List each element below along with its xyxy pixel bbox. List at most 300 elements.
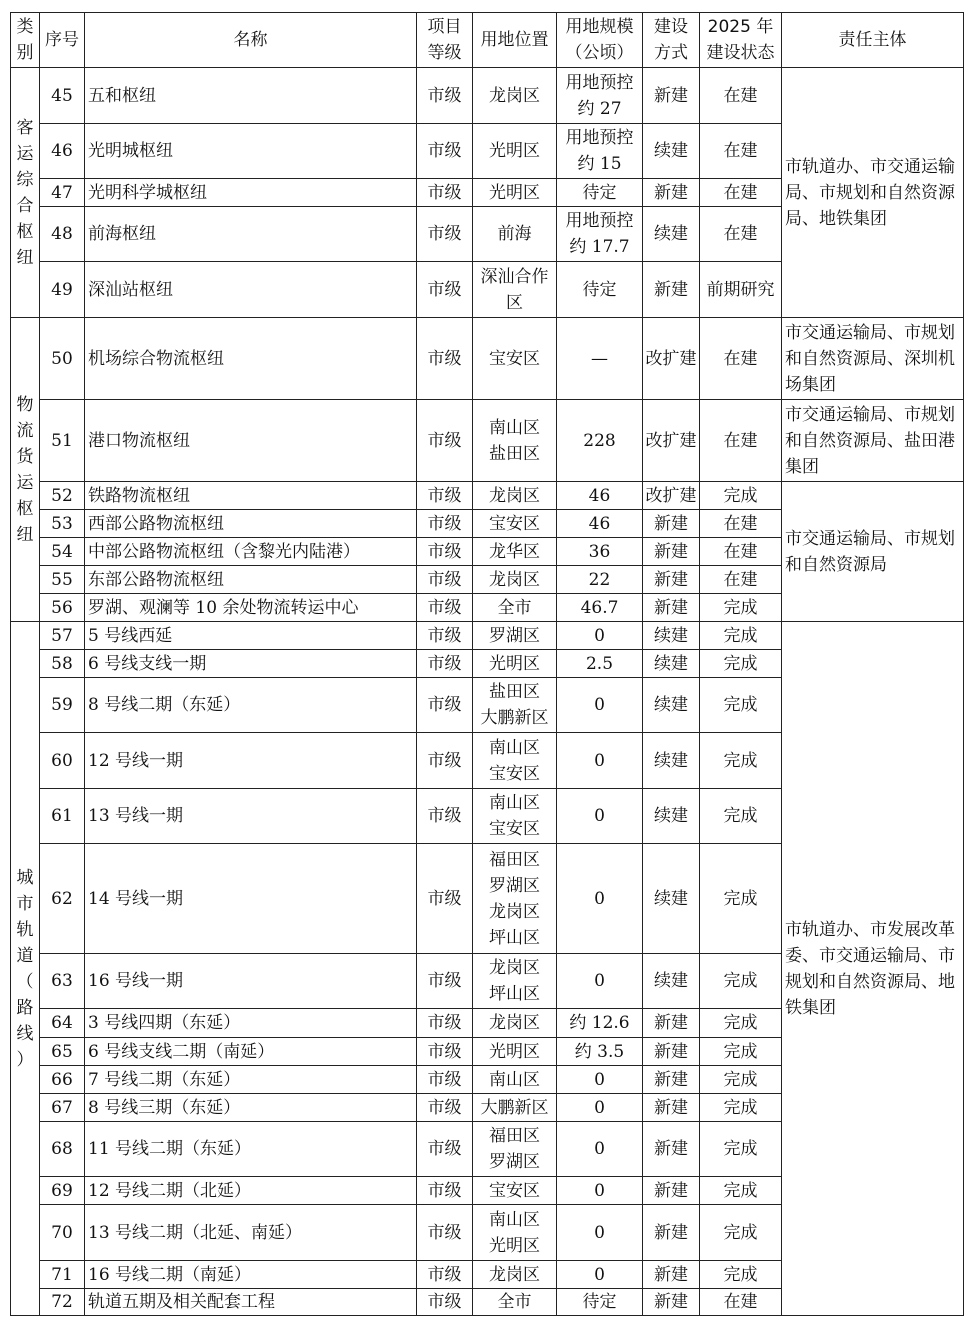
cell-line: 福田区 [489,849,540,870]
name-cell: 8 号线二期（东延） [85,678,417,733]
location-cell [473,1122,557,1177]
level-cell: 市级 [417,538,473,566]
method-cell: 新建 [643,1177,700,1205]
location-cell [473,622,557,650]
cell-line: 宝安区 [489,819,540,839]
cell-line: 0 [594,625,605,646]
location-cell [473,844,557,954]
table-row [11,68,964,124]
name-cell: 11 号线二期（东延） [85,1122,417,1177]
location-cell [473,1289,557,1316]
method-cell: 新建 [643,538,700,566]
seq-cell: 61 [40,789,85,844]
category-char: 客 [16,117,34,138]
cell-line: 南山区 [489,793,540,813]
category-char: 运 [16,143,34,164]
category-char: 轨 [16,919,34,940]
cell-line: 0 [594,1069,605,1090]
category-cell [11,622,40,1316]
level-cell: 市级 [417,1009,473,1038]
location-cell [473,789,557,844]
seq-cell: 60 [40,733,85,789]
level-cell: 市级 [417,1038,473,1066]
name-cell: 西部公路物流枢纽 [85,510,417,538]
project-table-container [10,12,964,1316]
seq-cell: 62 [40,844,85,954]
scale-cell [557,733,643,789]
seq-cell: 65 [40,1038,85,1066]
category-char: 线 [16,1023,34,1044]
method-cell: 续建 [643,844,700,954]
cell-line: 龙岗区 [489,485,540,506]
scale-cell [557,1009,643,1038]
method-cell: 新建 [643,262,700,318]
header-level: 项目 等级 [417,13,473,68]
cell-line: 全市 [497,597,532,618]
cell-line: 待定 [582,1292,617,1312]
seq-cell: 52 [40,482,85,510]
scale-cell [557,954,643,1009]
level-cell: 市级 [417,622,473,650]
location-cell [473,1177,557,1205]
category-char: （ [16,971,34,992]
method-cell: 续建 [643,207,700,262]
scale-cell [557,207,643,262]
seq-cell: 46 [40,124,85,179]
cell-line: 22 [588,569,611,590]
header-owner: 责任主体 [782,13,964,68]
scale-cell [557,566,643,594]
status-cell: 在建 [700,566,782,594]
name-cell: 港口物流枢纽 [85,400,417,482]
name-cell: 铁路物流枢纽 [85,482,417,510]
cell-line: — [591,348,608,369]
owner-cell: 市交通运输局、市规划和自然资源局、深圳机场集团 [782,318,964,400]
name-cell: 前海枢纽 [85,207,417,262]
location-cell [473,678,557,733]
category-cell [11,318,40,622]
status-cell: 完成 [700,622,782,650]
cell-line: 0 [594,806,605,826]
cell-line: 用地预控 [565,211,634,231]
owner-cell: 市交通运输局、市规划和自然资源局、盐田港集团 [782,400,964,482]
category-char: 路 [16,997,34,1018]
cell-line: 0 [594,888,605,909]
seq-cell: 45 [40,68,85,124]
location-cell [473,318,557,400]
project-table [10,12,964,1316]
status-cell: 完成 [700,1094,782,1122]
cell-line: 0 [594,1180,605,1201]
seq-cell: 57 [40,622,85,650]
scale-cell [557,318,643,400]
name-cell: 8 号线三期（东延） [85,1094,417,1122]
location-cell [473,482,557,510]
method-cell: 续建 [643,124,700,179]
name-cell: 16 号线二期（南延） [85,1261,417,1289]
cell-line: 罗湖区 [489,625,540,646]
cell-line: 0 [594,1264,605,1285]
category-char: 综 [16,169,34,190]
level-cell: 市级 [417,1205,473,1261]
cell-line: 用地预控 [565,128,634,148]
seq-cell: 72 [40,1289,85,1316]
status-cell: 完成 [700,1177,782,1205]
name-cell: 16 号线一期 [85,954,417,1009]
seq-cell: 56 [40,594,85,622]
location-cell [473,566,557,594]
name-cell: 13 号线一期 [85,789,417,844]
seq-cell: 51 [40,400,85,482]
cell-line: 约 3.5 [574,1041,625,1062]
header-row [11,13,964,68]
name-cell: 罗湖、观澜等 10 余处物流转运中心 [85,594,417,622]
location-cell [473,262,557,318]
level-cell: 市级 [417,566,473,594]
cell-line: 南山区 [489,1069,540,1090]
cell-line: 坪山区 [489,927,540,948]
status-cell: 完成 [700,1009,782,1038]
location-cell [473,207,557,262]
cell-line: 罗湖区 [489,1152,540,1172]
cell-line: 46 [588,513,611,534]
scale-cell [557,1177,643,1205]
scale-cell [557,1289,643,1316]
owner-cell: 市轨道办、市发展改革委、市交通运输局、市规划和自然资源局、地铁集团 [782,622,964,1316]
cell-line: 约 12.6 [569,1013,630,1033]
level-cell: 市级 [417,678,473,733]
method-cell: 新建 [643,1066,700,1094]
location-cell [473,400,557,482]
location-cell [473,1009,557,1038]
scale-cell [557,68,643,124]
level-cell: 市级 [417,262,473,318]
scale-cell [557,1122,643,1177]
header-name: 名称 [85,13,417,68]
cell-line: 宝安区 [489,513,540,534]
cell-line: 0 [594,1139,605,1159]
cell-line: 盐田区 [489,443,540,464]
name-cell: 轨道五期及相关配套工程 [85,1289,417,1316]
status-cell: 完成 [700,1261,782,1289]
cell-line: 前海 [497,224,532,244]
scale-cell [557,400,643,482]
cell-line: 待定 [582,279,617,300]
method-cell: 新建 [643,1009,700,1038]
location-cell [473,1094,557,1122]
category-char: 物 [16,394,34,415]
cell-line: 约 27 [577,98,622,119]
header-category: 类 别 [11,13,40,68]
scale-cell [557,538,643,566]
scale-cell [557,482,643,510]
location-cell [473,1205,557,1261]
cell-line: 龙岗区 [489,85,540,106]
method-cell: 新建 [643,1205,700,1261]
level-cell: 市级 [417,124,473,179]
seq-cell: 68 [40,1122,85,1177]
level-cell: 市级 [417,844,473,954]
category-char: ） [16,1049,34,1070]
level-cell: 市级 [417,510,473,538]
scale-cell [557,1205,643,1261]
method-cell: 续建 [643,954,700,1009]
level-cell: 市级 [417,594,473,622]
method-cell: 续建 [643,678,700,733]
table-row [11,400,964,482]
seq-cell: 64 [40,1009,85,1038]
status-cell: 完成 [700,1122,782,1177]
table-body [11,68,964,1316]
header-scale: 用地规模 （公顷） [557,13,643,68]
seq-cell: 66 [40,1066,85,1094]
seq-cell: 63 [40,954,85,1009]
cell-line: 光明区 [489,1041,540,1062]
cell-line: 0 [594,750,605,771]
location-cell [473,510,557,538]
category-cell [11,68,40,318]
header-method: 建设 方式 [643,13,700,68]
status-cell: 完成 [700,954,782,1009]
category-char: 城 [16,867,34,888]
method-cell: 续建 [643,733,700,789]
name-cell: 东部公路物流枢纽 [85,566,417,594]
cell-line: 约 17.7 [569,237,630,257]
name-cell: 12 号线二期（北延） [85,1177,417,1205]
cell-line: 龙岗区 [489,901,540,922]
category-char: 纽 [16,247,34,268]
category-char: 道 [16,945,34,966]
cell-line: 福田区 [489,1126,540,1146]
name-cell: 机场综合物流枢纽 [85,318,417,400]
location-cell [473,1261,557,1289]
cell-line: 坪山区 [489,984,540,1004]
scale-cell [557,650,643,678]
cell-line: 0 [594,695,605,715]
name-cell: 7 号线二期（东延） [85,1066,417,1094]
name-cell: 6 号线支线一期 [85,650,417,678]
cell-line: 龙华区 [489,541,540,562]
owner-cell: 市轨道办、市交通运输局、市规划和自然资源局、地铁集团 [782,68,964,318]
level-cell: 市级 [417,1094,473,1122]
scale-cell [557,179,643,207]
cell-line: 用地预控 [565,72,634,93]
scale-cell [557,844,643,954]
scale-cell [557,510,643,538]
seq-cell: 71 [40,1261,85,1289]
status-cell: 完成 [700,1066,782,1094]
seq-cell: 58 [40,650,85,678]
category-char: 流 [16,420,34,441]
cell-line: 2.5 [585,653,614,674]
cell-line: 46 [588,485,611,506]
location-cell [473,179,557,207]
name-cell: 13 号线二期（北延、南延） [85,1205,417,1261]
scale-cell [557,1038,643,1066]
seq-cell: 67 [40,1094,85,1122]
cell-line: 光明区 [489,653,540,674]
cell-line: 228 [583,430,616,451]
table-row [11,482,964,510]
name-cell: 6 号线支线二期（南延） [85,1038,417,1066]
seq-cell: 55 [40,566,85,594]
scale-cell [557,1261,643,1289]
status-cell: 完成 [700,1205,782,1261]
cell-line: 龙岗区 [489,1264,540,1285]
level-cell: 市级 [417,68,473,124]
cell-line: 全市 [497,1292,532,1312]
level-cell: 市级 [417,1122,473,1177]
seq-cell: 47 [40,179,85,207]
cell-line: 46.7 [580,597,619,618]
cell-line: 光明区 [489,182,540,203]
level-cell: 市级 [417,1177,473,1205]
scale-cell [557,789,643,844]
cell-line: 盐田区 [489,682,540,702]
location-cell [473,594,557,622]
status-cell: 完成 [700,1038,782,1066]
header-location: 用地位置 [473,13,557,68]
name-cell: 12 号线一期 [85,733,417,789]
location-cell [473,954,557,1009]
status-cell: 在建 [700,1289,782,1316]
name-cell: 光明城枢纽 [85,124,417,179]
category-char: 纽 [16,524,34,545]
method-cell: 新建 [643,1289,700,1316]
status-cell: 完成 [700,789,782,844]
method-cell: 新建 [643,68,700,124]
category-char: 枢 [16,498,34,519]
level-cell: 市级 [417,318,473,400]
cell-line: 0 [594,1097,605,1118]
cell-line: 待定 [582,182,617,203]
location-cell [473,733,557,789]
cell-line: 大鹏新区 [480,708,549,728]
table-header [11,13,964,68]
status-cell: 前期研究 [700,262,782,318]
method-cell: 续建 [643,789,700,844]
seq-cell: 59 [40,678,85,733]
method-cell: 新建 [643,1261,700,1289]
status-cell: 完成 [700,594,782,622]
status-cell: 在建 [700,400,782,482]
method-cell: 续建 [643,650,700,678]
name-cell: 深汕站枢纽 [85,262,417,318]
method-cell: 续建 [643,622,700,650]
category-char: 货 [16,446,34,467]
method-cell: 新建 [643,594,700,622]
header-status: 2025 年 建设状态 [700,13,782,68]
scale-cell [557,1066,643,1094]
status-cell: 完成 [700,733,782,789]
seq-cell: 70 [40,1205,85,1261]
method-cell: 新建 [643,1122,700,1177]
header-seq: 序号 [40,13,85,68]
cell-line: 光明区 [489,141,540,161]
name-cell: 14 号线一期 [85,844,417,954]
status-cell: 完成 [700,844,782,954]
name-cell: 光明科学城枢纽 [85,179,417,207]
scale-cell [557,594,643,622]
level-cell: 市级 [417,733,473,789]
method-cell: 新建 [643,1038,700,1066]
status-cell: 完成 [700,678,782,733]
cell-line: 宝安区 [489,1180,540,1201]
cell-line: 36 [588,541,611,562]
location-cell [473,124,557,179]
level-cell: 市级 [417,1261,473,1289]
cell-line: 深汕合作 [480,266,549,287]
cell-line: 龙岗区 [489,569,540,590]
level-cell: 市级 [417,650,473,678]
location-cell [473,1038,557,1066]
status-cell: 在建 [700,510,782,538]
scale-cell [557,262,643,318]
cell-line: 约 15 [577,154,622,174]
category-char: 市 [16,893,34,914]
method-cell: 改扩建 [643,400,700,482]
cell-line: 罗湖区 [489,875,540,896]
status-cell: 在建 [700,124,782,179]
location-cell [473,650,557,678]
scale-cell [557,124,643,179]
cell-line: 南山区 [489,417,540,438]
method-cell: 新建 [643,1094,700,1122]
method-cell: 新建 [643,510,700,538]
level-cell: 市级 [417,400,473,482]
seq-cell: 49 [40,262,85,318]
category-char: 运 [16,472,34,493]
status-cell: 在建 [700,179,782,207]
cell-line: 大鹏新区 [480,1097,549,1118]
category-char: 合 [16,195,34,216]
location-cell [473,1066,557,1094]
status-cell: 在建 [700,538,782,566]
seq-cell: 69 [40,1177,85,1205]
cell-line: 光明区 [489,1235,540,1256]
cell-line: 南山区 [489,1209,540,1230]
level-cell: 市级 [417,207,473,262]
cell-line: 南山区 [489,737,540,758]
location-cell [473,538,557,566]
name-cell: 中部公路物流枢纽（含黎光内陆港） [85,538,417,566]
category-char: 枢 [16,221,34,242]
seq-cell: 50 [40,318,85,400]
cell-line: 龙岗区 [489,1013,540,1033]
cell-line: 龙岗区 [489,958,540,978]
level-cell: 市级 [417,179,473,207]
name-cell: 3 号线四期（东延） [85,1009,417,1038]
name-cell: 5 号线西延 [85,622,417,650]
level-cell: 市级 [417,954,473,1009]
method-cell: 新建 [643,566,700,594]
seq-cell: 53 [40,510,85,538]
seq-cell: 54 [40,538,85,566]
cell-line: 宝安区 [489,348,540,369]
level-cell: 市级 [417,1066,473,1094]
scale-cell [557,622,643,650]
cell-line: 区 [506,292,523,313]
level-cell: 市级 [417,482,473,510]
method-cell: 改扩建 [643,318,700,400]
level-cell: 市级 [417,1289,473,1316]
status-cell: 在建 [700,68,782,124]
scale-cell [557,678,643,733]
scale-cell [557,1094,643,1122]
cell-line: 0 [594,971,605,991]
name-cell: 五和枢纽 [85,68,417,124]
level-cell: 市级 [417,789,473,844]
